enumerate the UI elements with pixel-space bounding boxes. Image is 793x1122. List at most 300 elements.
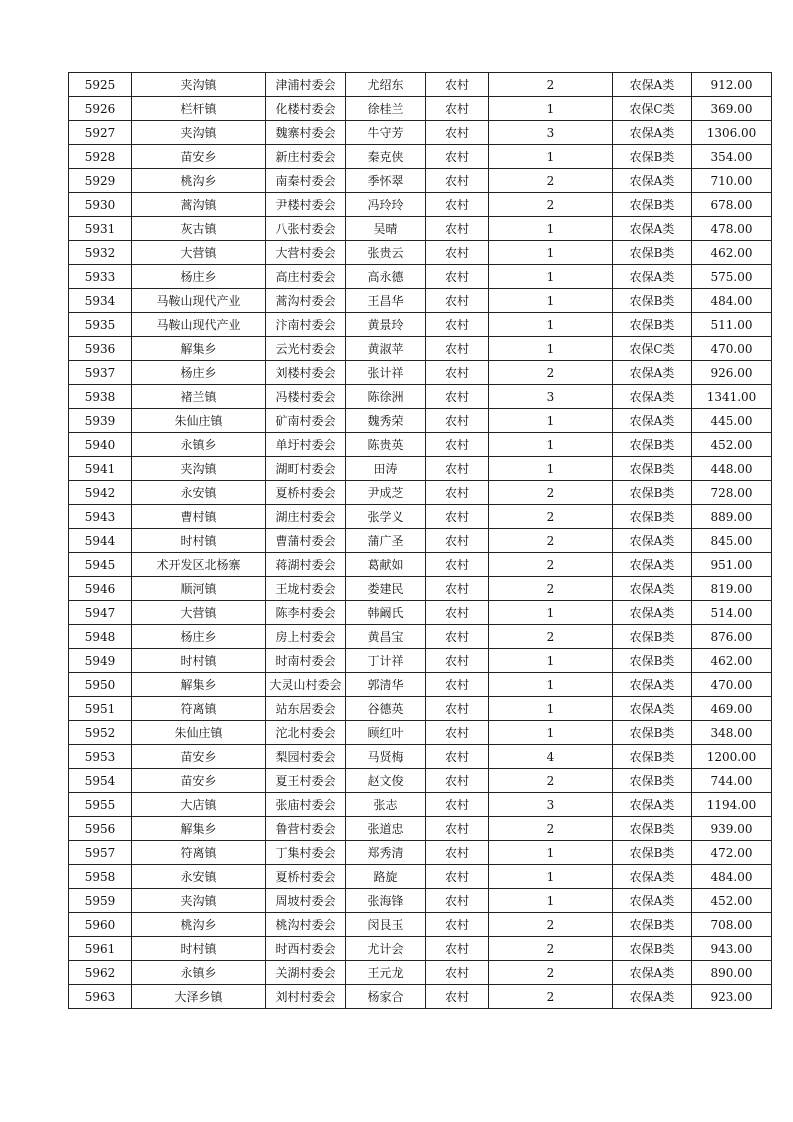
- household-count-cell: 1: [489, 409, 613, 433]
- record-id-cell: 5931: [69, 217, 132, 241]
- person-name-cell: 牛守芳: [346, 121, 426, 145]
- township-cell: 苗安乡: [132, 145, 266, 169]
- area-type-cell: 农村: [426, 937, 489, 961]
- record-id-cell: 5951: [69, 697, 132, 721]
- record-id-cell: 5937: [69, 361, 132, 385]
- amount-cell: 1341.00: [692, 385, 772, 409]
- table-row: [69, 313, 772, 337]
- household-count-cell: 2: [489, 961, 613, 985]
- amount-cell: 943.00: [692, 937, 772, 961]
- household-count-cell: 2: [489, 577, 613, 601]
- area-type-cell: 农村: [426, 337, 489, 361]
- village-committee-cell: 刘村村委会: [266, 985, 346, 1009]
- village-committee-cell: 时西村委会: [266, 937, 346, 961]
- record-id-cell: 5941: [69, 457, 132, 481]
- person-name-cell: 冯玲玲: [346, 193, 426, 217]
- insurance-category-cell: 农保A类: [613, 361, 692, 385]
- village-committee-cell: 蒋湖村委会: [266, 553, 346, 577]
- village-committee-cell: 蒿沟村委会: [266, 289, 346, 313]
- person-name-cell: 陈贵英: [346, 433, 426, 457]
- village-committee-cell: 沱北村委会: [266, 721, 346, 745]
- table-row: [69, 913, 772, 937]
- area-type-cell: 农村: [426, 817, 489, 841]
- village-committee-cell: 曹蒲村委会: [266, 529, 346, 553]
- household-count-cell: 3: [489, 385, 613, 409]
- household-count-cell: 1: [489, 433, 613, 457]
- area-type-cell: 农村: [426, 577, 489, 601]
- area-type-cell: 农村: [426, 841, 489, 865]
- village-committee-cell: 湖庄村委会: [266, 505, 346, 529]
- household-count-cell: 1: [489, 289, 613, 313]
- village-committee-cell: 桃沟村委会: [266, 913, 346, 937]
- amount-cell: 511.00: [692, 313, 772, 337]
- insurance-category-cell: 农保B类: [613, 769, 692, 793]
- table-row: [69, 241, 772, 265]
- table-row: [69, 169, 772, 193]
- record-id-cell: 5957: [69, 841, 132, 865]
- insurance-category-cell: 农保A类: [613, 385, 692, 409]
- area-type-cell: 农村: [426, 553, 489, 577]
- person-name-cell: 吴晴: [346, 217, 426, 241]
- village-committee-cell: 丁集村委会: [266, 841, 346, 865]
- village-committee-cell: 高庄村委会: [266, 265, 346, 289]
- amount-cell: 939.00: [692, 817, 772, 841]
- village-committee-cell: 新庄村委会: [266, 145, 346, 169]
- village-committee-cell: 湖町村委会: [266, 457, 346, 481]
- table-row: [69, 769, 772, 793]
- table-row: [69, 865, 772, 889]
- household-count-cell: 1: [489, 697, 613, 721]
- village-committee-cell: 陈李村委会: [266, 601, 346, 625]
- village-committee-cell: 王垅村委会: [266, 577, 346, 601]
- record-id-cell: 5925: [69, 73, 132, 97]
- insurance-category-cell: 农保A类: [613, 697, 692, 721]
- household-count-cell: 3: [489, 793, 613, 817]
- household-count-cell: 1: [489, 145, 613, 169]
- insurance-category-cell: 农保B类: [613, 817, 692, 841]
- insurance-category-cell: 农保A类: [613, 409, 692, 433]
- amount-cell: 1306.00: [692, 121, 772, 145]
- person-name-cell: 蒲广圣: [346, 529, 426, 553]
- table-row: [69, 457, 772, 481]
- township-cell: 大营镇: [132, 601, 266, 625]
- table-row: [69, 793, 772, 817]
- amount-cell: 452.00: [692, 889, 772, 913]
- person-name-cell: 张计祥: [346, 361, 426, 385]
- household-count-cell: 2: [489, 817, 613, 841]
- record-id-cell: 5952: [69, 721, 132, 745]
- amount-cell: 926.00: [692, 361, 772, 385]
- insurance-category-cell: 农保B类: [613, 505, 692, 529]
- area-type-cell: 农村: [426, 649, 489, 673]
- village-committee-cell: 八张村委会: [266, 217, 346, 241]
- record-id-cell: 5942: [69, 481, 132, 505]
- record-id-cell: 5954: [69, 769, 132, 793]
- record-id-cell: 5933: [69, 265, 132, 289]
- area-type-cell: 农村: [426, 865, 489, 889]
- amount-cell: 708.00: [692, 913, 772, 937]
- amount-cell: 462.00: [692, 649, 772, 673]
- township-cell: 夹沟镇: [132, 457, 266, 481]
- person-name-cell: 黄昌宝: [346, 625, 426, 649]
- record-id-cell: 5961: [69, 937, 132, 961]
- village-committee-cell: 关湖村委会: [266, 961, 346, 985]
- area-type-cell: 农村: [426, 457, 489, 481]
- amount-cell: 744.00: [692, 769, 772, 793]
- area-type-cell: 农村: [426, 697, 489, 721]
- person-name-cell: 杨家合: [346, 985, 426, 1009]
- township-cell: 朱仙庄镇: [132, 409, 266, 433]
- household-count-cell: 1: [489, 673, 613, 697]
- record-id-cell: 5926: [69, 97, 132, 121]
- table-row: [69, 841, 772, 865]
- household-count-cell: 2: [489, 625, 613, 649]
- township-cell: 苗安乡: [132, 769, 266, 793]
- township-cell: 桃沟乡: [132, 169, 266, 193]
- household-count-cell: 1: [489, 865, 613, 889]
- person-name-cell: 路旋: [346, 865, 426, 889]
- table-row: [69, 265, 772, 289]
- village-committee-cell: 化楼村委会: [266, 97, 346, 121]
- township-cell: 苗安乡: [132, 745, 266, 769]
- insurance-category-cell: 农保B类: [613, 313, 692, 337]
- insurance-category-cell: 农保A类: [613, 529, 692, 553]
- household-count-cell: 2: [489, 193, 613, 217]
- table-row: [69, 625, 772, 649]
- household-count-cell: 2: [489, 529, 613, 553]
- area-type-cell: 农村: [426, 601, 489, 625]
- person-name-cell: 尹成芝: [346, 481, 426, 505]
- household-count-cell: 1: [489, 97, 613, 121]
- records-table-body: [69, 73, 772, 1009]
- household-count-cell: 1: [489, 241, 613, 265]
- insurance-category-cell: 农保B类: [613, 193, 692, 217]
- household-count-cell: 1: [489, 265, 613, 289]
- insurance-category-cell: 农保B类: [613, 721, 692, 745]
- person-name-cell: 尤计会: [346, 937, 426, 961]
- insurance-category-cell: 农保B类: [613, 913, 692, 937]
- person-name-cell: 秦克侠: [346, 145, 426, 169]
- household-count-cell: 3: [489, 121, 613, 145]
- area-type-cell: 农村: [426, 169, 489, 193]
- insurance-category-cell: 农保B类: [613, 457, 692, 481]
- household-count-cell: 2: [489, 769, 613, 793]
- area-type-cell: 农村: [426, 289, 489, 313]
- township-cell: 符离镇: [132, 841, 266, 865]
- amount-cell: 452.00: [692, 433, 772, 457]
- village-committee-cell: 津浦村委会: [266, 73, 346, 97]
- table-row: [69, 337, 772, 361]
- insurance-category-cell: 农保B类: [613, 241, 692, 265]
- area-type-cell: 农村: [426, 409, 489, 433]
- amount-cell: 469.00: [692, 697, 772, 721]
- table-row: [69, 601, 772, 625]
- insurance-category-cell: 农保B类: [613, 745, 692, 769]
- household-count-cell: 1: [489, 337, 613, 361]
- township-cell: 解集乡: [132, 817, 266, 841]
- area-type-cell: 农村: [426, 73, 489, 97]
- area-type-cell: 农村: [426, 145, 489, 169]
- insurance-category-cell: 农保B类: [613, 937, 692, 961]
- village-committee-cell: 时南村委会: [266, 649, 346, 673]
- amount-cell: 354.00: [692, 145, 772, 169]
- record-id-cell: 5949: [69, 649, 132, 673]
- amount-cell: 470.00: [692, 673, 772, 697]
- record-id-cell: 5927: [69, 121, 132, 145]
- table-row: [69, 985, 772, 1009]
- township-cell: 大泽乡镇: [132, 985, 266, 1009]
- record-id-cell: 5940: [69, 433, 132, 457]
- village-committee-cell: 鲁营村委会: [266, 817, 346, 841]
- record-id-cell: 5943: [69, 505, 132, 529]
- township-cell: 永安镇: [132, 481, 266, 505]
- table-row: [69, 673, 772, 697]
- village-committee-cell: 梨园村委会: [266, 745, 346, 769]
- village-committee-cell: 魏寨村委会: [266, 121, 346, 145]
- township-cell: 马鞍山现代产业: [132, 289, 266, 313]
- household-count-cell: 4: [489, 745, 613, 769]
- record-id-cell: 5930: [69, 193, 132, 217]
- table-row: [69, 433, 772, 457]
- table-row: [69, 289, 772, 313]
- village-committee-cell: 汴南村委会: [266, 313, 346, 337]
- record-id-cell: 5955: [69, 793, 132, 817]
- insurance-category-cell: 农保A类: [613, 865, 692, 889]
- table-row: [69, 73, 772, 97]
- person-name-cell: 徐桂兰: [346, 97, 426, 121]
- township-cell: 永镇乡: [132, 433, 266, 457]
- area-type-cell: 农村: [426, 97, 489, 121]
- table-row: [69, 385, 772, 409]
- township-cell: 时村镇: [132, 529, 266, 553]
- person-name-cell: 季怀翠: [346, 169, 426, 193]
- household-count-cell: 1: [489, 721, 613, 745]
- area-type-cell: 农村: [426, 193, 489, 217]
- township-cell: 夹沟镇: [132, 889, 266, 913]
- table-row: [69, 217, 772, 241]
- village-committee-cell: 夏王村委会: [266, 769, 346, 793]
- area-type-cell: 农村: [426, 481, 489, 505]
- amount-cell: 876.00: [692, 625, 772, 649]
- insurance-category-cell: 农保B类: [613, 289, 692, 313]
- person-name-cell: 赵文俊: [346, 769, 426, 793]
- township-cell: 杨庄乡: [132, 361, 266, 385]
- insurance-category-cell: 农保A类: [613, 793, 692, 817]
- household-count-cell: 1: [489, 457, 613, 481]
- township-cell: 术开发区北杨寨: [132, 553, 266, 577]
- village-committee-cell: 单圩村委会: [266, 433, 346, 457]
- township-cell: 顺河镇: [132, 577, 266, 601]
- household-count-cell: 1: [489, 841, 613, 865]
- village-committee-cell: 南秦村委会: [266, 169, 346, 193]
- records-table: [68, 72, 772, 1009]
- person-name-cell: 马贤梅: [346, 745, 426, 769]
- household-count-cell: 2: [489, 73, 613, 97]
- record-id-cell: 5963: [69, 985, 132, 1009]
- record-id-cell: 5960: [69, 913, 132, 937]
- household-count-cell: 2: [489, 505, 613, 529]
- insurance-category-cell: 农保A类: [613, 121, 692, 145]
- amount-cell: 710.00: [692, 169, 772, 193]
- township-cell: 朱仙庄镇: [132, 721, 266, 745]
- area-type-cell: 农村: [426, 529, 489, 553]
- person-name-cell: 高永德: [346, 265, 426, 289]
- township-cell: 时村镇: [132, 649, 266, 673]
- record-id-cell: 5936: [69, 337, 132, 361]
- record-id-cell: 5944: [69, 529, 132, 553]
- amount-cell: 912.00: [692, 73, 772, 97]
- table-row: [69, 409, 772, 433]
- township-cell: 解集乡: [132, 673, 266, 697]
- person-name-cell: 田涛: [346, 457, 426, 481]
- area-type-cell: 农村: [426, 121, 489, 145]
- record-id-cell: 5953: [69, 745, 132, 769]
- area-type-cell: 农村: [426, 433, 489, 457]
- township-cell: 解集乡: [132, 337, 266, 361]
- table-row: [69, 937, 772, 961]
- record-id-cell: 5928: [69, 145, 132, 169]
- amount-cell: 728.00: [692, 481, 772, 505]
- record-id-cell: 5947: [69, 601, 132, 625]
- township-cell: 曹村镇: [132, 505, 266, 529]
- household-count-cell: 2: [489, 481, 613, 505]
- amount-cell: 448.00: [692, 457, 772, 481]
- record-id-cell: 5948: [69, 625, 132, 649]
- insurance-category-cell: 农保A类: [613, 265, 692, 289]
- insurance-category-cell: 农保A类: [613, 889, 692, 913]
- person-name-cell: 陈徐洲: [346, 385, 426, 409]
- insurance-category-cell: 农保B类: [613, 433, 692, 457]
- table-row: [69, 889, 772, 913]
- household-count-cell: 1: [489, 217, 613, 241]
- village-committee-cell: 夏桥村委会: [266, 865, 346, 889]
- amount-cell: 369.00: [692, 97, 772, 121]
- insurance-category-cell: 农保B类: [613, 145, 692, 169]
- person-name-cell: 张学义: [346, 505, 426, 529]
- township-cell: 大营镇: [132, 241, 266, 265]
- insurance-category-cell: 农保B类: [613, 649, 692, 673]
- record-id-cell: 5958: [69, 865, 132, 889]
- amount-cell: 348.00: [692, 721, 772, 745]
- insurance-category-cell: 农保B类: [613, 481, 692, 505]
- record-id-cell: 5950: [69, 673, 132, 697]
- area-type-cell: 农村: [426, 961, 489, 985]
- insurance-category-cell: 农保A类: [613, 577, 692, 601]
- township-cell: 灰古镇: [132, 217, 266, 241]
- village-committee-cell: 周坡村委会: [266, 889, 346, 913]
- area-type-cell: 农村: [426, 793, 489, 817]
- record-id-cell: 5938: [69, 385, 132, 409]
- amount-cell: 845.00: [692, 529, 772, 553]
- area-type-cell: 农村: [426, 217, 489, 241]
- household-count-cell: 1: [489, 601, 613, 625]
- insurance-category-cell: 农保C类: [613, 337, 692, 361]
- area-type-cell: 农村: [426, 625, 489, 649]
- village-committee-cell: 大灵山村委会: [266, 673, 346, 697]
- insurance-category-cell: 农保B类: [613, 841, 692, 865]
- village-committee-cell: 站东居委会: [266, 697, 346, 721]
- table-row: [69, 361, 772, 385]
- record-id-cell: 5932: [69, 241, 132, 265]
- village-committee-cell: 刘楼村委会: [266, 361, 346, 385]
- household-count-cell: 1: [489, 889, 613, 913]
- amount-cell: 1194.00: [692, 793, 772, 817]
- amount-cell: 1200.00: [692, 745, 772, 769]
- record-id-cell: 5939: [69, 409, 132, 433]
- person-name-cell: 丁计祥: [346, 649, 426, 673]
- amount-cell: 923.00: [692, 985, 772, 1009]
- area-type-cell: 农村: [426, 769, 489, 793]
- amount-cell: 514.00: [692, 601, 772, 625]
- amount-cell: 890.00: [692, 961, 772, 985]
- amount-cell: 484.00: [692, 865, 772, 889]
- person-name-cell: 黄淑苹: [346, 337, 426, 361]
- township-cell: 杨庄乡: [132, 265, 266, 289]
- insurance-category-cell: 农保A类: [613, 553, 692, 577]
- township-cell: 桃沟乡: [132, 913, 266, 937]
- amount-cell: 470.00: [692, 337, 772, 361]
- area-type-cell: 农村: [426, 913, 489, 937]
- record-id-cell: 5929: [69, 169, 132, 193]
- insurance-category-cell: 农保A类: [613, 961, 692, 985]
- amount-cell: 678.00: [692, 193, 772, 217]
- household-count-cell: 2: [489, 937, 613, 961]
- insurance-category-cell: 农保B类: [613, 625, 692, 649]
- table-row: [69, 649, 772, 673]
- insurance-category-cell: 农保A类: [613, 673, 692, 697]
- village-committee-cell: 云光村委会: [266, 337, 346, 361]
- person-name-cell: 葛献如: [346, 553, 426, 577]
- area-type-cell: 农村: [426, 721, 489, 745]
- person-name-cell: 张海锋: [346, 889, 426, 913]
- record-id-cell: 5946: [69, 577, 132, 601]
- record-id-cell: 5959: [69, 889, 132, 913]
- table-row: [69, 193, 772, 217]
- amount-cell: 889.00: [692, 505, 772, 529]
- amount-cell: 819.00: [692, 577, 772, 601]
- village-committee-cell: 夏桥村委会: [266, 481, 346, 505]
- person-name-cell: 顾红叶: [346, 721, 426, 745]
- record-id-cell: 5934: [69, 289, 132, 313]
- record-id-cell: 5962: [69, 961, 132, 985]
- table-row: [69, 697, 772, 721]
- area-type-cell: 农村: [426, 313, 489, 337]
- person-name-cell: 韩阚氏: [346, 601, 426, 625]
- area-type-cell: 农村: [426, 241, 489, 265]
- village-committee-cell: 矿南村委会: [266, 409, 346, 433]
- table-row: [69, 553, 772, 577]
- amount-cell: 478.00: [692, 217, 772, 241]
- insurance-category-cell: 农保A类: [613, 601, 692, 625]
- table-row: [69, 961, 772, 985]
- household-count-cell: 2: [489, 985, 613, 1009]
- table-row: [69, 505, 772, 529]
- person-name-cell: 魏秀荣: [346, 409, 426, 433]
- person-name-cell: 张道忠: [346, 817, 426, 841]
- record-id-cell: 5935: [69, 313, 132, 337]
- insurance-category-cell: 农保A类: [613, 169, 692, 193]
- township-cell: 褚兰镇: [132, 385, 266, 409]
- table-row: [69, 577, 772, 601]
- person-name-cell: 郑秀清: [346, 841, 426, 865]
- person-name-cell: 谷德英: [346, 697, 426, 721]
- village-committee-cell: 冯楼村委会: [266, 385, 346, 409]
- village-committee-cell: 尹楼村委会: [266, 193, 346, 217]
- area-type-cell: 农村: [426, 505, 489, 529]
- table-row: [69, 529, 772, 553]
- area-type-cell: 农村: [426, 673, 489, 697]
- insurance-category-cell: 农保A类: [613, 217, 692, 241]
